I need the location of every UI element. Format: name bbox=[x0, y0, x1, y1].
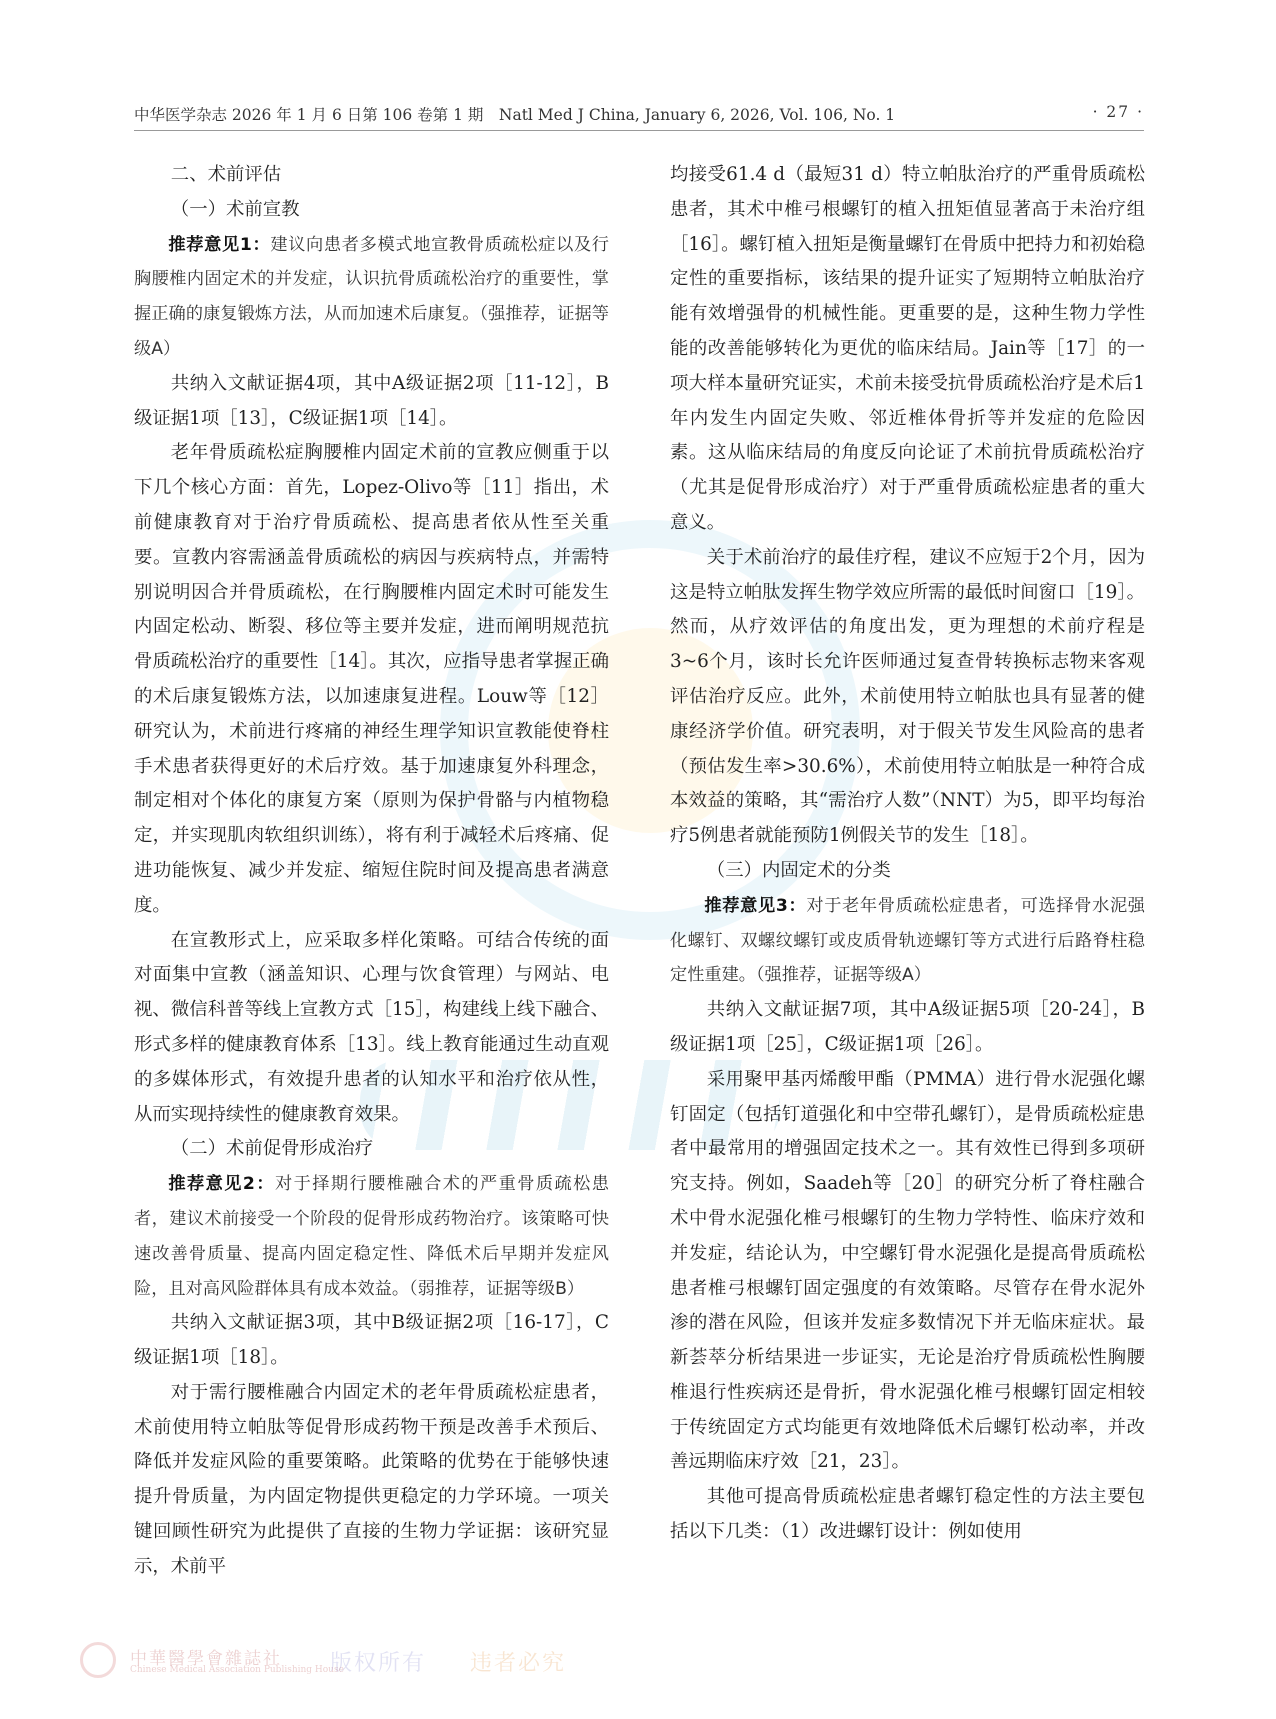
journal-citation: 中华医学杂志 2026 年 1 月 6 日第 106 卷第 1 期 Natl Med J China, January 6, 2026, Vol. 106, No. 1 bbox=[134, 106, 896, 124]
body-paragraph: 对于需行腰椎融合内固定术的老年骨质疏松症患者，术前使用特立帕肽等促骨形成药物干预是改善手术预后、降低并发症风险的重要策略。此策略的优势在于能够快速提升骨质量，为内固定物提供更稳定的力学环境。一项关键回顾性研究为此提供了直接的生物力学证据：该研究显示，术前平 bbox=[134, 1381, 609, 1577]
recommendation-label: 推荐意见3： bbox=[704, 895, 807, 916]
copyright-tag: 违者必究 bbox=[470, 1651, 567, 1676]
body-paragraph: 均接受61.4 d（最短31 d）特立帕肽治疗的严重骨质疏松患者，其术中椎弓根螺钉的植入扭矩值显著高于未治疗组［16］。螺钉植入扭矩是衡量螺钉在骨质中把持力和初始稳定性的重要指标，该结果的提升证实了短期特立帕肽治疗能有效增强骨的机械性能。更重要的是，这种生物力学性能的改善能够转化为更优的临床结局。Jain等［17］的一项大样本量研究证实，术前未接受抗骨质疏松治疗是术后1年内发生内固定失败、邻近椎体骨折等并发症的危险因素。这从临床结局的角度反向论证了术前抗骨质疏松治疗（尤其是促骨形成治疗）对于严重骨质疏松症患者的重大意义。 bbox=[670, 164, 1145, 533]
recommendation bbox=[670, 889, 1145, 993]
evidence-summary: 共纳入文献证据7项，其中A级证据5项［20-24］，B级证据1项［25］，C级证据1项［26］。 bbox=[670, 999, 1145, 1055]
publisher-footer bbox=[80, 1640, 640, 1680]
body-paragraph: 采用聚甲基丙烯酸甲酯（PMMA）进行骨水泥强化螺钉固定（包括钉道强化和中空带孔螺钉），是骨质疏松症患者中最常用的增强固定技术之一。其有效性已得到多项研究支持。例如，Saadeh等［20］的研究分析了脊柱融合术中骨水泥强化椎弓根螺钉的生物力学特性、临床疗效和并发症，结论认为，中空螺钉骨水泥强化是提高骨质疏松患者椎弓根螺钉固定强度的有效策略。尽管存在骨水泥外渗的潜在风险，但该并发症多数情况下并无临床症状。最新荟萃分析结果进一步证实，无论是治疗骨质疏松性胸腰椎退行性疾病还是骨折，骨水泥强化椎弓根螺钉固定相较于传统固定方式均能更有效地降低术后螺钉松动率，并改善远期临床疗效［21，23］。 bbox=[670, 1068, 1145, 1473]
recommendation-label: 推荐意见1： bbox=[168, 234, 271, 255]
body-paragraph: 关于术前治疗的最佳疗程，建议不应短于2个月，因为这是特立帕肽发挥生物学效应所需的最低时间窗口［19］。然而，从疗效评估的角度出发，更为理想的术前疗程是3~6个月，该时长允许医师通过复查骨转换标志物来客观评估治疗反应。此外，术前使用特立帕肽也具有显著的健康经济学价值。研究表明，对于假关节发生风险高的患者（预估发生率>30.6%），术前使用特立帕肽是一种符合成本效益的策略，其“需治疗人数”（NNT）为5，即平均每治疗5例患者就能预防1例假关节的发生［18］。 bbox=[670, 546, 1145, 847]
subsection-title: （二）术前促骨形成治疗 bbox=[170, 1138, 374, 1160]
publisher-name-en: Chinese Medical Association Publishing House bbox=[130, 1665, 344, 1675]
recommendation-text: 对于择期行腰椎融合术的严重骨质疏松患者，建议术前接受一个阶段的促骨形成药物治疗。该策略可快速改善骨质量、提高内固定稳定性、降低术后早期并发症风险，且对高风险群体具有成本效益。（弱推荐，证据等级B） bbox=[134, 1174, 609, 1299]
running-header bbox=[134, 103, 1144, 127]
evidence-summary: 共纳入文献证据3项，其中B级证据2项［16-17］，C级证据1项［18］。 bbox=[134, 1312, 609, 1369]
subsection-title: （一）术前宣教 bbox=[170, 198, 300, 220]
page-number: · 27 · bbox=[1092, 103, 1144, 121]
recommendation bbox=[134, 1167, 609, 1306]
body-paragraph: 其他可提高骨质疏松症患者螺钉稳定性的方法主要包括以下几类：（1）改进螺钉设计：例如使用 bbox=[670, 1486, 1145, 1543]
left-column bbox=[134, 158, 609, 1585]
body-paragraph: 在宣教形式上，应采取多样化策略。可结合传统的面对面集中宣教（涵盖知识、心理与饮食管理）与网站、电视、微信科普等线上宣教方式［15］，构建线上线下融合、形式多样的健康教育体系［13］。线上教育能通过生动直观的多媒体形式，有效提升患者的认知水平和治疗依从性，从而实现持续性的健康教育效果。 bbox=[134, 929, 609, 1125]
recommendation bbox=[134, 228, 609, 367]
copyright-tag: 版权所有 bbox=[330, 1651, 427, 1676]
recommendation-label: 推荐意见2： bbox=[168, 1174, 275, 1195]
evidence-summary: 共纳入文献证据4项，其中A级证据2项［11-12］，B级证据1项［13］，C级证据1项［14］。 bbox=[134, 372, 609, 429]
recommendation-text: 建议向患者多模式地宣教骨质疏松症以及行胸腰椎内固定术的并发症，认识抗骨质疏松治疗的重要性，掌握正确的康复锻炼方法，从而加速术后康复。（强推荐，证据等级A） bbox=[134, 234, 609, 359]
recommendation-text: 对于老年骨质疏松症患者，可选择骨水泥强化螺钉、双螺纹螺钉或皮质骨轨迹螺钉等方式进行后路脊柱稳定性重建。（强推荐，证据等级A） bbox=[670, 895, 1145, 986]
publisher-logo-icon bbox=[80, 1642, 116, 1678]
subsection-title: （三）内固定术的分类 bbox=[706, 859, 891, 881]
body-paragraph: 老年骨质疏松症胸腰椎内固定术前的宣教应侧重于以下几个核心方面：首先，Lopez-Olivo等［11］指出，术前健康教育对于治疗骨质疏松、提高患者依从性至关重要。宣教内容需涵盖骨质疏松的病因与疾病特点，并需特别说明因合并骨质疏松，在行胸腰椎内固定术时可能发生内固定松动、断裂、移位等主要并发症，进而阐明规范抗骨质疏松治疗的重要性［14］。其次，应指导患者掌握正确的术后康复锻炼方法，以加速康复进程。Louw等［12］研究认为，术前进行疼痛的神经生理学知识宣教能使脊柱手术患者获得更好的术后疗效。基于加速康复外科理念，制定相对个体化的康复方案（原则为保护骨骼与内植物稳定，并实现肌肉软组织训练），将有利于减轻术后疼痛、促进功能恢复、减少并发症、缩短住院时间及提高患者满意度。 bbox=[134, 442, 609, 916]
publisher-name: 中華醫學會雜誌社 bbox=[130, 1649, 282, 1669]
header-divider bbox=[134, 130, 1144, 131]
right-column bbox=[670, 158, 1145, 1550]
section-title: 二、术前评估 bbox=[170, 164, 282, 185]
